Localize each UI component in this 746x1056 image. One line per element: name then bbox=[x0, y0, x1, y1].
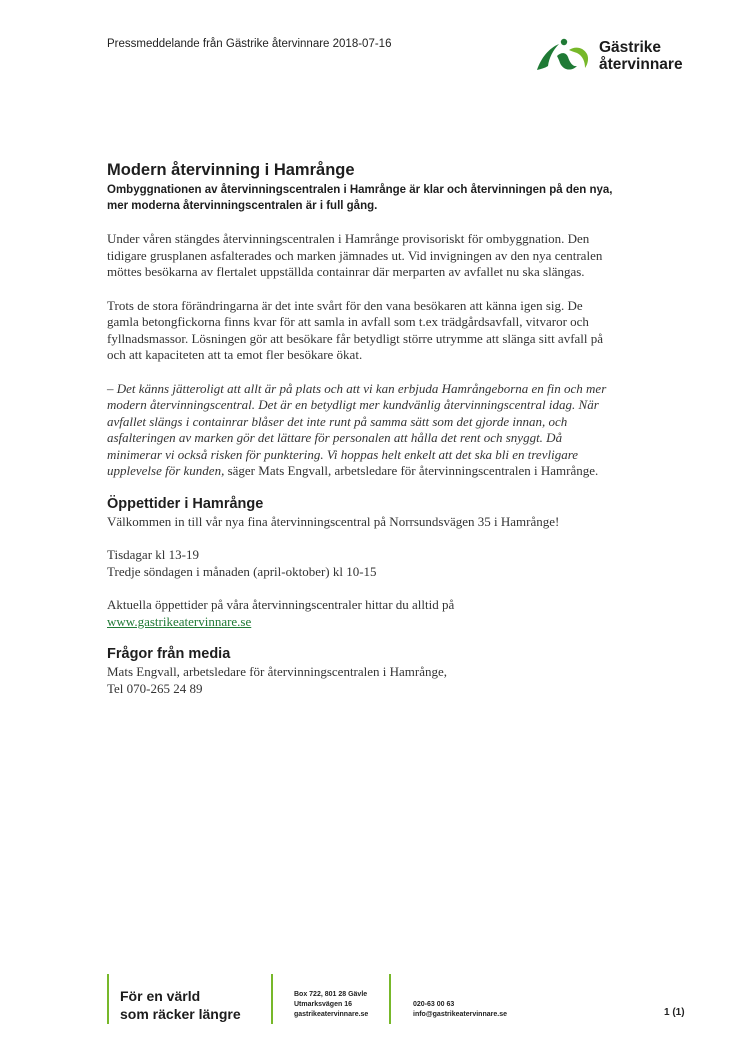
address-line-1: Box 722, 801 28 Gävle bbox=[294, 991, 368, 998]
slogan-line-1: För en värld bbox=[120, 988, 201, 1004]
quote-attribution: säger Mats Engvall, arbetsledare för återvinningscentralen i Hamrånge. bbox=[224, 463, 599, 478]
logo-line-1: Gästrike bbox=[599, 39, 662, 56]
footer-email: info@gastrikeatervinnare.se bbox=[413, 1011, 507, 1018]
footer-contact bbox=[413, 1000, 507, 1020]
article-title: Modern återvinning i Hamrånge bbox=[107, 161, 355, 179]
media-contact-line-1: Mats Engvall, arbetsledare för återvinningscentralen i Hamrånge, bbox=[107, 664, 448, 679]
hours-schedule bbox=[107, 547, 617, 580]
media-contact bbox=[107, 664, 617, 697]
hours-line-2: Tredje söndagen i månaden (april-oktober) kl 10-15 bbox=[107, 563, 377, 579]
article-lead: Ombyggnationen av återvinningscentralen i Hamrånge är klar och återvinningen på den nya, mer moderna återvinningscentralen är i full gång. bbox=[107, 184, 613, 212]
footer-address bbox=[294, 990, 368, 1020]
footer-divider-3 bbox=[389, 974, 391, 1024]
hours-line-1: Tisdagar kl 13-19 bbox=[107, 547, 199, 562]
address-line-3: gastrikeatervinnare.se bbox=[294, 1011, 369, 1018]
media-contact-phone: Tel 070-265 24 89 bbox=[107, 680, 203, 696]
press-release-header: Pressmeddelande från Gästrike återvinnare 2018-07-16 bbox=[107, 38, 392, 50]
website-link[interactable]: www.gastrikeatervinnare.se bbox=[107, 613, 252, 629]
quote-text: – Det känns jätteroligt att allt är på plats och att vi kan erbjuda Hamrångeborna en fin och mer modern återvinningscentral. Det är en betydligt mer kundvänlig återvinningscentral idag. När avfallet slängs i containrar blåser det inte runt på samma sätt som det gjorde innan, och asfalteringen av marken gör det lättare för personalen att hålla det rent och snyggt. Då minimerar vi också risken för punktering. Vi hoppas helt enkelt att det ska bli en trevligare upplevelse för kunden, bbox=[107, 380, 607, 478]
recycle-logo-icon bbox=[535, 36, 597, 76]
footer-phone: 020-63 00 63 bbox=[413, 1001, 455, 1008]
footer-divider-2 bbox=[271, 974, 273, 1024]
footer-divider-1 bbox=[107, 974, 109, 1024]
footer-slogan bbox=[120, 987, 241, 1023]
slogan-line-2: som räcker längre bbox=[120, 1006, 241, 1022]
page-footer bbox=[0, 974, 746, 1034]
article-content bbox=[107, 159, 617, 697]
hours-welcome: Välkommen in till vår nya fina återvinningscentral på Norrsundsvägen 35 i Hamrånge! bbox=[107, 513, 560, 529]
logo-line-2: återvinnare bbox=[599, 56, 683, 73]
media-heading: Frågor från media bbox=[107, 646, 231, 662]
hours-heading: Öppettider i Hamrånge bbox=[107, 495, 264, 512]
paragraph-2: Trots de stora förändringarna är det inte svårt för den vana besökaren att känna igen sig. De gamla betongfickorna finns kvar för att samla in avfall som t.ex trädgårdsavfall, vitvaror och fyllnadsmassor. Lösningen gör att besökare får betydligt större utrymme att slänga sitt avfall på och att kapaciteten att ta emot fler besökare ökat. bbox=[107, 297, 604, 362]
quote-paragraph bbox=[107, 381, 617, 480]
paragraph-1: Under våren stängdes återvinningscentralen i Hamrånge provisoriskt för ombyggnation. Den tidigare grusplanen asfalterades och marken jämnades ut. Vid invigningen av den nya centralen möttes besökarna av flertalet uppställda containrar där merparten av avfallet nu ska slängas. bbox=[107, 231, 603, 279]
company-logo bbox=[535, 36, 705, 76]
hours-more-info-text: Aktuella öppettider på våra återvinningscentraler hittar du alltid på bbox=[107, 597, 455, 612]
logo-wordmark bbox=[599, 39, 683, 73]
hours-more-info bbox=[107, 597, 617, 630]
page-number: 1 (1) bbox=[664, 1007, 685, 1018]
address-line-2: Utmarksvägen 16 bbox=[294, 1001, 352, 1008]
